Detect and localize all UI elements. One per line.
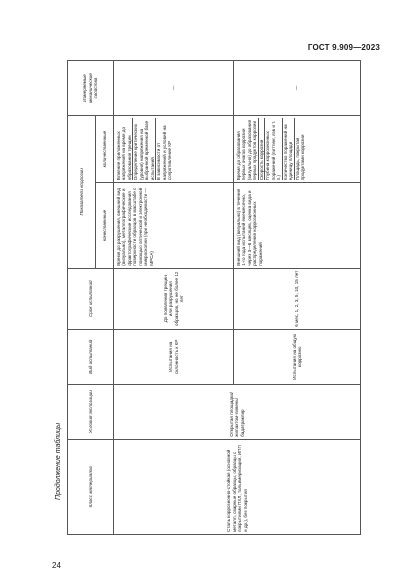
test2-quantitative-item: Количество поражений на единицу площади <box>282 118 294 180</box>
test2-quantitative-item: Время до образования первых очагов коррозии (визуально) до образования первых продуктов коррозии <box>235 119 257 181</box>
rotated-table-container <box>67 60 360 535</box>
test2-quantitative-item: Глубина коррозионных поражений (питтинг, язв и т. п.) <box>264 118 282 180</box>
header-conditions: Условия экспозиции <box>68 384 114 439</box>
cell-test1-type: Испытания на склонность к КР <box>114 329 234 384</box>
header-material: Класс материалов <box>68 439 114 534</box>
cell-test2-duration: 6 мес, 1, 2, 3, 5, 10, 15 лет <box>234 268 361 329</box>
test2-quantitative-item: Площадь, покрытая продуктами коррозии <box>294 118 306 180</box>
test1-quantitative-item: Влияние приложенных напряжений на время до образования трещин <box>115 126 132 181</box>
header-quantitative: количественные <box>96 116 114 183</box>
test1-quantitative-item: В зависимости от напряжений и условий на сопротивление КР <box>155 118 173 180</box>
header-test-type: Вид испытаний <box>68 329 114 384</box>
test1-quantitative-item: Определение критических (уровня) напряжения на выбранной временной базе испытаний <box>132 118 155 180</box>
cell-test2-qualitative: Внешний вид (визуально) в течение 1-го года испытаний ежемесячно, через 3—6 месяцев, оценка вида и распределения коррозионных поражений <box>234 183 361 269</box>
cell-test1-duration: До появления трещин или разрушения образцов, но не более 12 лет <box>114 268 234 329</box>
cell-test2-type: Испытания на общую коррозию <box>234 329 361 384</box>
cell-material: Сталь коррозионно-стойкая (основной металл, сварные образцы, образцы с покрытиями ПХЛ, тольимеризация, ИПП и др.), без покрытия <box>114 439 361 534</box>
header-qualitative: качественные <box>96 183 114 269</box>
standard-header: ГОСТ 9.909—2023 <box>307 43 380 52</box>
header-indicators: Показатели коррозии <box>68 116 96 269</box>
cell-test1-units: — <box>114 61 234 116</box>
header-duration: Срок испытаний <box>68 268 114 329</box>
cell-test1-quantitative <box>114 116 234 183</box>
header-units: Измеряемые механические свойства <box>68 61 114 116</box>
test2-quantitative-item: Скорость коррозии <box>258 118 265 180</box>
cell-conditions: Открытая площадка/жилахтом-ливень/бадатраклир <box>114 384 361 439</box>
cell-test1-qualitative: Время до разрушения, внешний вид (визуально), металлографические и фрактографические исследования поверхности образцов в масштабе с помощью оптической и электронной микроскопии (при необходимости — МРСА) <box>114 183 234 269</box>
cell-test2-quantitative <box>234 116 361 183</box>
continuation-label: Продолжение таблицы <box>55 422 62 500</box>
page-number: 24 <box>52 561 61 570</box>
cell-test2-units: — <box>234 61 361 116</box>
corrosion-test-table <box>67 60 361 535</box>
